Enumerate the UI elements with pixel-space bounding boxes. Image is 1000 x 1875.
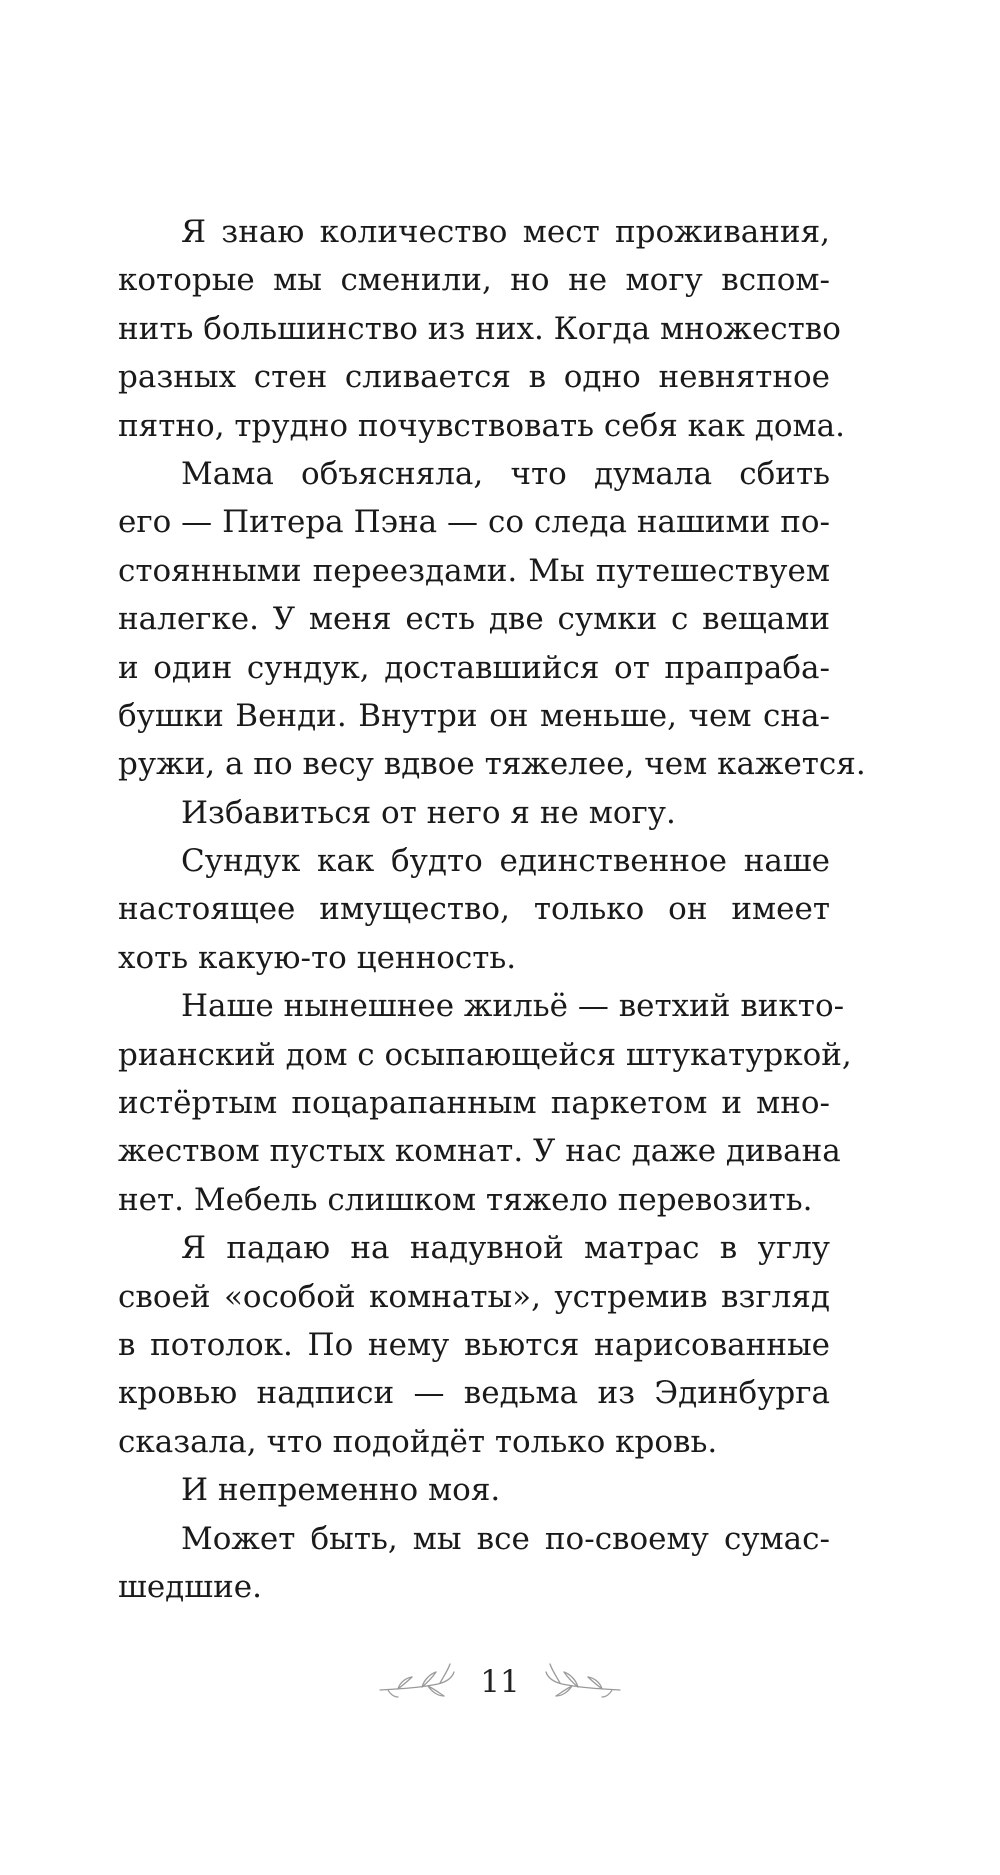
text-line: и один сундук, доставшийся от прапраба- [118, 649, 830, 686]
text-line: ружи, а по весу вдвое тяжелее, чем кажется. [118, 746, 866, 783]
text-line: разных стен сливается в одно невнятное [118, 359, 830, 396]
text-line: шедшие. [118, 1568, 262, 1605]
text-line: в потолок. По нему вьются нарисованные [118, 1326, 830, 1363]
text-line: бушки Венди. Внутри он меньше, чем сна- [118, 697, 830, 734]
text-line: Сундук как будто единственное наше [181, 843, 830, 880]
text-line: Наше нынешнее жильё — ветхий викто- [181, 988, 845, 1025]
text-line: Мама объясняла, что думала сбить [181, 455, 830, 492]
text-line: жеством пустых комнат. У нас даже дивана [118, 1133, 841, 1170]
floral-vine-icon [542, 1660, 622, 1704]
text-line: Может быть, мы все по-своему сумас- [181, 1520, 830, 1557]
text-line: которые мы сменили, но не могу вспом- [118, 262, 830, 299]
page-number: 11 [480, 1664, 520, 1700]
text-line: кровью надписи — ведьма из Эдинбурга [118, 1375, 830, 1412]
text-line: нить большинство из них. Когда множество [118, 310, 841, 347]
text-line: пятно, трудно почувствовать себя как дома. [118, 407, 845, 444]
text-line: его — Питера Пэна — со следа нашими по- [118, 504, 830, 541]
text-line: Избавиться от него я не могу. [181, 794, 676, 831]
text-line: налегке. У меня есть две сумки с вещами [118, 601, 830, 638]
text-line: нет. Мебель слишком тяжело перевозить. [118, 1181, 813, 1218]
text-line: истёртым поцарапанным паркетом и мно- [118, 1085, 830, 1122]
text-line: стоянными переездами. Мы путешествуем [118, 552, 830, 589]
text-line: хоть какую-то ценность. [118, 939, 517, 976]
floral-vine-icon [378, 1660, 458, 1704]
text-line: настоящее имущество, только он имеет [118, 891, 830, 928]
text-line: своей «особой комнаты», устремив взгляд [118, 1278, 830, 1315]
text-line: сказала, что подойдёт только кровь. [118, 1423, 718, 1460]
page-footer [0, 1652, 1000, 1712]
text-line: Я знаю количество мест проживания, [181, 214, 830, 250]
text-line: рианский дом с осыпающейся штукатуркой, [118, 1036, 852, 1073]
text-line: И непременно моя. [181, 1472, 501, 1509]
text-line: Я падаю на надувной матрас в углу [181, 1230, 830, 1267]
body-text [118, 208, 866, 1611]
